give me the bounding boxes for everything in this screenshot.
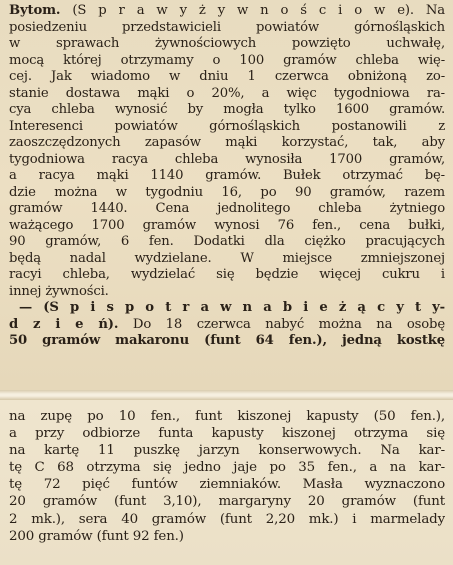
text-line: dzie można w tygodniu 16, po 90 gramów, razem: [9, 184, 445, 200]
text-line: w sprawach żywnościowych powzięto uchwałę,: [9, 36, 445, 51]
text-line: cej. Jak wiadomo w dniu 1 czerwca obniżoną zo-: [9, 69, 445, 84]
text-line: zaoszczędzonych zapasów mąki korzystać, tak, aby: [9, 135, 445, 150]
text-line: 50 gramów makaronu (funt 64 fen.), jedną kostkę: [9, 333, 445, 348]
text-line: stanie dostawa mąki o 20%, a więc tygodniowa ra-: [9, 85, 445, 101]
text-line: 90 gramów, 6 fen. Dodatki dla ciężko pracujących: [9, 234, 445, 249]
text-line: ważącego 1700 gramów wynosi 76 fen., cena bułki,: [9, 217, 445, 233]
text-line: a racya mąki 1140 gramów. Bułek otrzymać bę-: [9, 168, 445, 183]
section-title: (S p r a w y ż y w n o ś c i o w e). Na: [60, 3, 445, 18]
town-heading: Bytom.: [9, 3, 61, 18]
text-line: mocą której otrzymamy o 100 gramów chleba wię-: [9, 52, 445, 68]
text-line: racyi chleba, wydzielać się będzie więcej cukru i: [9, 267, 445, 282]
section-text: Do 18 czerwca nabyć można na osobę: [118, 316, 445, 332]
text-line: na kartę 11 puszkę jarzyn konserwowych. Na kar-: [9, 443, 445, 459]
text-line: 200 gramów (funt 92 fen.): [9, 528, 184, 544]
text-line: gramów 1440. Cena jednolitego chleba żytniego: [9, 201, 445, 216]
text-line: będą nadal wydzielane. W miejsce zmniejszonej: [9, 250, 445, 266]
text-line: Interesenci powiatów górnośląskich postanowili z: [9, 118, 445, 134]
text-line: cya chleba wynosić by mogła tylko 1600 gramów.: [9, 102, 445, 117]
text-line: tę 72 pięć funtów ziemniaków. Masła wyznaczono: [9, 477, 445, 493]
text-line: a przy odbiorze funta kapusty kiszonej otrzyma się: [9, 426, 445, 442]
section-heading-end: d z i e ń).: [9, 316, 119, 332]
clipping-separator: [0, 390, 453, 400]
text-line: innej żywności.: [9, 283, 109, 299]
text-line: [9, 317, 445, 334]
section-heading-line: — (S p i s p o t r a w n a b i e ż ą c y t y-: [19, 300, 445, 315]
text-line: tę C 68 otrzyma się jedno jaje po 35 fen., a na kar-: [9, 460, 445, 476]
text-line: [9, 3, 445, 20]
text-line: 20 gramów (funt 3,10), margaryny 20 gramów (funt: [9, 494, 445, 510]
text-line: na zupę po 10 fen., funt kiszonej kapusty (50 fen.),: [9, 409, 445, 424]
text-line: posiedzeniu przedstawicieli powiatów górnośląskich: [9, 19, 445, 35]
text-line: tygodniowa racya chleba wynosiła 1700 gramów,: [9, 151, 445, 167]
article-clipping-bottom: [0, 400, 453, 565]
text-line: 2 mk.), sera 40 gramów (funt 2,20 mk.) i marmelady: [9, 511, 445, 527]
